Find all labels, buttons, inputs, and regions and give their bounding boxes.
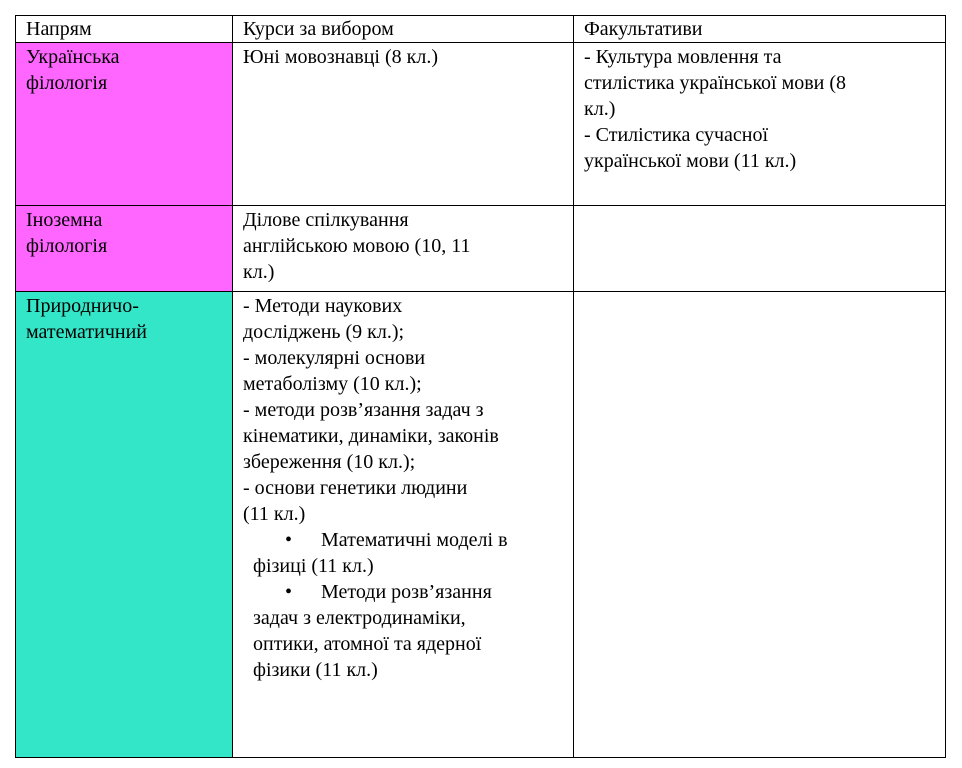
- table-row: [16, 206, 946, 292]
- courses-table: [15, 15, 946, 758]
- table-header-row: [16, 16, 946, 43]
- bullet-icon: •: [285, 529, 293, 551]
- course-text: (11 кл.): [243, 503, 306, 525]
- direction-cell: [16, 292, 233, 758]
- table-row: [16, 292, 946, 758]
- course-text: англійською мовою (10, 11: [243, 235, 471, 257]
- bullet-text: задач з електродинаміки,: [253, 607, 466, 629]
- courses-cell: [233, 43, 574, 206]
- bullet-list-item: [243, 579, 563, 683]
- direction-text: математичний: [26, 321, 147, 343]
- bullet-text: Методи розв’язання: [321, 581, 492, 603]
- header-electives: Факультативи: [574, 16, 946, 43]
- bullet-list-item: [243, 527, 563, 579]
- direction-cell: [16, 43, 233, 206]
- course-text: збереження (10 кл.);: [243, 451, 416, 473]
- elective-text: стилістика української мови (8: [584, 72, 847, 94]
- bullet-text: фізиці (11 кл.): [253, 555, 374, 577]
- course-text: метаболізму (10 кл.);: [243, 373, 422, 395]
- bullet-text: фізики (11 кл.): [253, 659, 378, 681]
- electives-cell: [574, 206, 946, 292]
- course-text: кл.): [243, 261, 275, 283]
- bullet-text: оптики, атомної та ядерної: [253, 633, 482, 655]
- course-text: Юні мовознавці (8 кл.): [243, 46, 438, 68]
- elective-text: - Культура мовлення та: [584, 46, 782, 68]
- header-courses: Курси за вибором: [233, 16, 574, 43]
- bullet-icon: •: [285, 581, 293, 603]
- course-text: - основи генетики людини: [243, 477, 468, 499]
- electives-cell: [574, 292, 946, 758]
- elective-text: кл.): [584, 98, 616, 120]
- course-text: - молекулярні основи: [243, 347, 426, 369]
- course-text: досліджень (9 кл.);: [243, 321, 405, 343]
- elective-text: - Стилістика сучасної: [584, 124, 769, 146]
- direction-text: філологія: [26, 72, 108, 94]
- bullet-text: Математичні моделі в: [321, 529, 508, 551]
- course-text: - Методи наукових: [243, 295, 403, 317]
- courses-cell: [233, 206, 574, 292]
- direction-text: Українська: [26, 46, 120, 68]
- direction-cell: [16, 206, 233, 292]
- electives-cell: [574, 43, 946, 206]
- elective-text: української мови (11 кл.): [584, 150, 797, 172]
- course-text: кінематики, динаміки, законів: [243, 425, 499, 447]
- direction-text: Іноземна: [26, 209, 103, 231]
- course-text: - методи розв’язання задач з: [243, 399, 484, 421]
- table-row: [16, 43, 946, 206]
- header-direction: Напрям: [16, 16, 233, 43]
- direction-text: філологія: [26, 235, 108, 257]
- direction-text: Природничо-: [26, 295, 139, 317]
- course-text: Ділове спілкування: [243, 209, 409, 231]
- courses-cell: [233, 292, 574, 758]
